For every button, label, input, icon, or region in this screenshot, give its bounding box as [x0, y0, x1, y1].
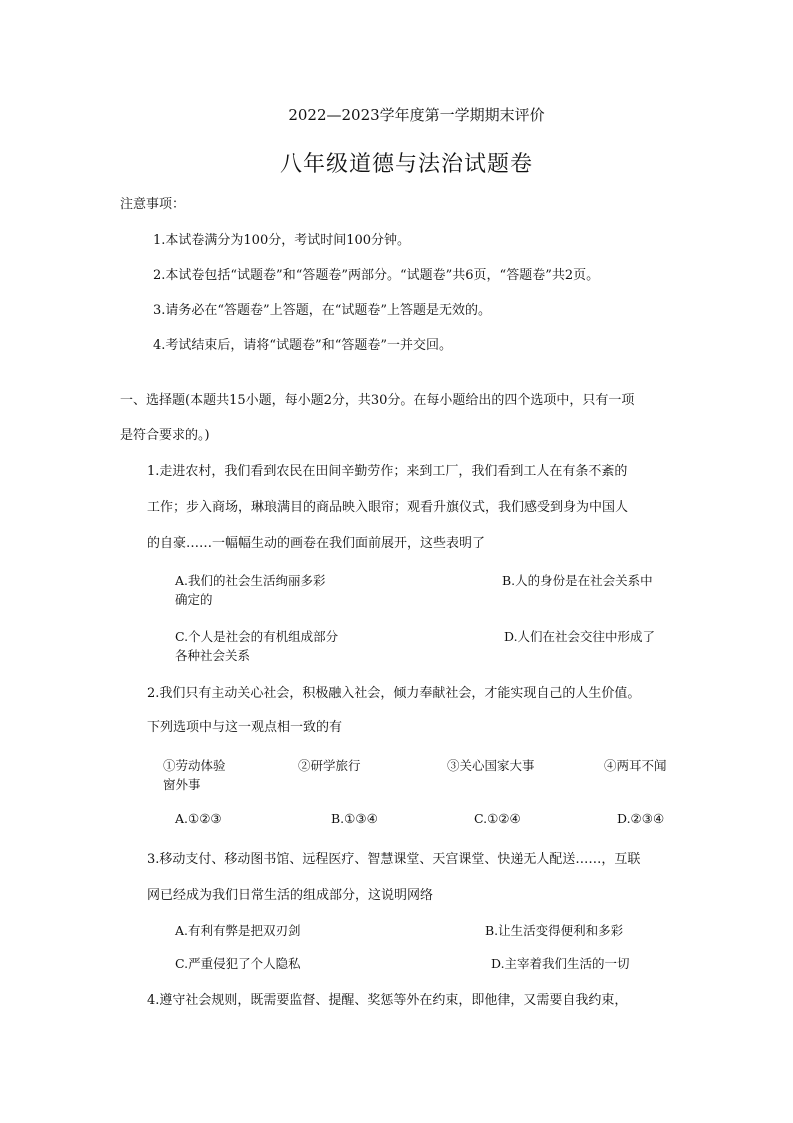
section1-heading-line2: 是符合要求的。): [120, 428, 210, 443]
q1-option-c: C.个人是社会的有机组成部分: [175, 629, 339, 644]
q2-stem-line2: 下列选项中与这一观点相一致的有: [147, 720, 343, 735]
exam-subject-title: 八年级道德与法治试题卷: [279, 152, 533, 177]
note-item-1: 1.本试卷满分为100分，考试时间100分钟。: [153, 233, 411, 248]
q3-stem-line1: 3.移动支付、移动图书馆、远程医疗、智慧课堂、天宫课堂、快递无人配送……，互联: [147, 852, 641, 867]
q2-option-a: A.①②③: [175, 811, 222, 826]
q3-option-c: C.严重侵犯了个人隐私: [175, 956, 301, 971]
q2-stem-line1: 2.我们只有主动关心社会，积极融入社会，倾力奉献社会，才能实现自己的人生价值。: [147, 686, 641, 701]
q2-item-4-line2: 窗外事: [163, 777, 201, 792]
q2-item-4-line1: ④两耳不闻: [604, 758, 667, 773]
q4-stem-line1: 4.遵守社会规则，既需要监督、提醒、奖惩等外在约束，即他律，又需要自我约束，: [147, 993, 628, 1008]
q1-option-d-line1: D.人们在社会交往中形成了: [504, 629, 656, 644]
q3-stem-line2: 网已经成为我们日常生活的组成部分，这说明网络: [147, 888, 434, 903]
q2-item-3: ③关心国家大事: [447, 758, 535, 773]
section1-heading-line1: 一、选择题(本题共15小题，每小题2分，共30分。在每小题给出的四个选项中，只有一项: [120, 393, 635, 408]
q1-option-d-line2: 各种社会关系: [175, 648, 251, 663]
note-item-4: 4.考试结束后，请将“试题卷”和“答题卷”一并交回。: [153, 338, 452, 353]
q1-option-a: A.我们的社会生活绚丽多彩: [175, 573, 326, 588]
q2-option-c: C.①②④: [474, 811, 521, 826]
q2-item-1: ①劳动体验: [163, 758, 226, 773]
note-item-2: 2.本试卷包括“试题卷”和“答题卷”两部分。“试题卷”共6页，“答题卷”共2页。: [153, 268, 600, 283]
notes-heading: 注意事项：: [120, 197, 186, 212]
q1-stem-line1: 1.走进农村，我们看到农民在田间辛勤劳作；来到工厂，我们看到工人在有条不紊的: [147, 464, 628, 479]
q1-stem-line3: 的自豪……一幅幅生动的画卷在我们面前展开，这些表明了: [147, 536, 486, 551]
exam-term-title: 2022—2023学年度第一学期期末评价: [288, 106, 545, 124]
q1-option-b-line2: 确定的: [175, 592, 213, 607]
q3-option-a: A.有利有弊是把双刃剑: [175, 923, 301, 938]
q1-stem-line2: 工作；步入商场，琳琅满目的商品映入眼帘；观看升旗仪式，我们感受到身为中国人: [147, 500, 629, 515]
q3-option-b: B.让生活变得便利和多彩: [485, 923, 624, 938]
q2-option-d: D.②③④: [617, 811, 665, 826]
q2-item-2: ②研学旅行: [298, 758, 361, 773]
q2-option-b: B.①③④: [331, 811, 378, 826]
note-item-3: 3.请务必在“答题卷”上答题，在“试题卷”上答题是无效的。: [153, 303, 491, 318]
q1-option-b-line1: B.人的身份是在社会关系中: [502, 573, 653, 588]
q3-option-d: D.主宰着我们生活的一切: [491, 956, 630, 971]
